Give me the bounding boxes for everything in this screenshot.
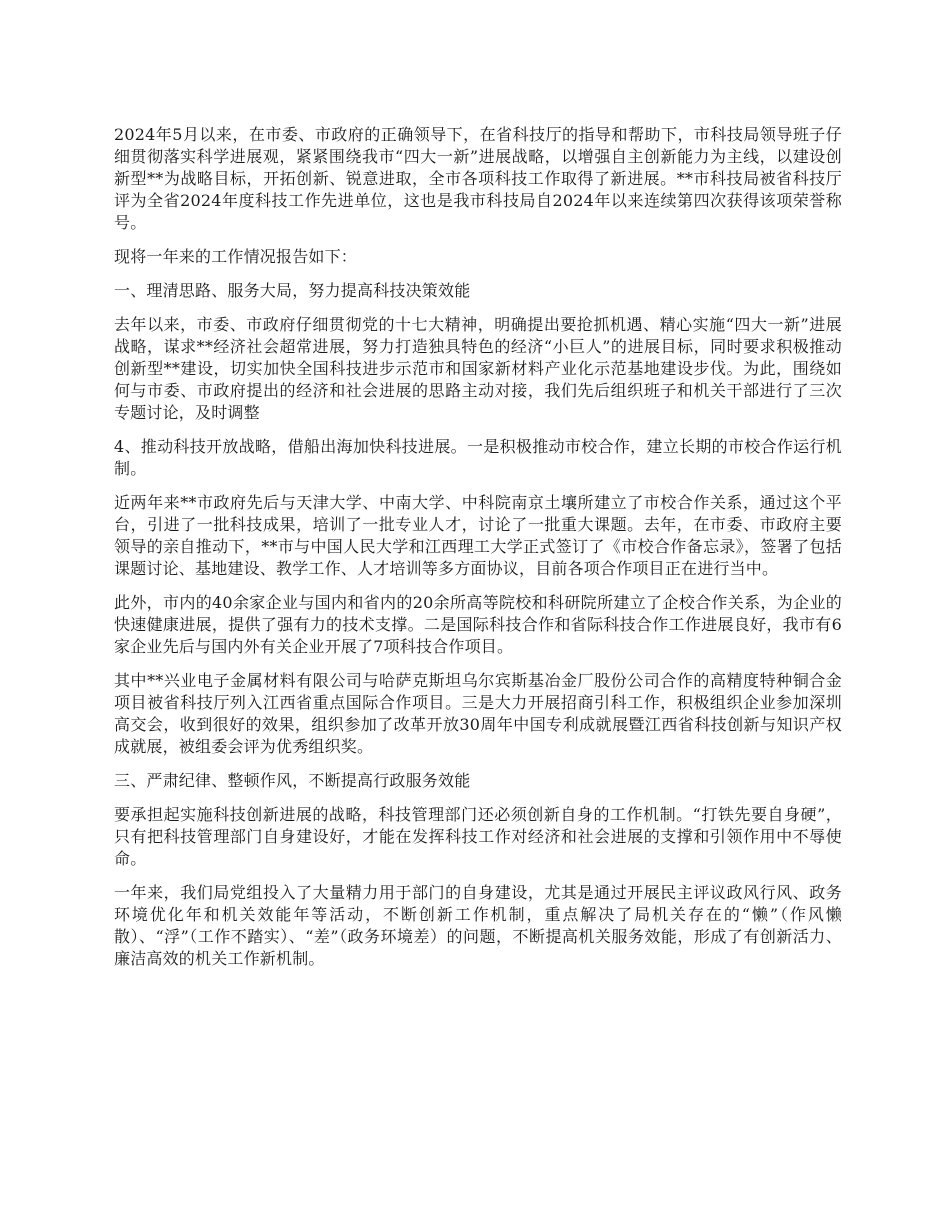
- paragraph-intro: 2024年5月以来，在市委、市政府的正确领导下，在省科技厅的指导和帮助下，市科技局领导班子仔细贯彻落实科学进展观，紧紧围绕我市“四大一新”进展战略，以增强自主创新能力为主线，以建设创新型**为战略目标，开拓创新、锐意进取，全市各项科技工作取得了新进展。**市科技局被省科技厅评为全省2024年度科技工作先进单位，这也是我市科技局自2024年以来连续第四次获得该项荣誉称号。: [114, 125, 842, 232]
- paragraph-self-building: 一年来，我们局党组投入了大量精力用于部门的自身建设，尤其是通过开展民主评议政风行风、政务环境优化年和机关效能年等活动，不断创新工作机制，重点解决了局机关存在的“懒”（作风懒散）、“浮”（工作不踏实）、“差”（政务环境差）的问题，不断提高机关服务效能，形成了有创新活力、廉洁高效的机关工作新机制。: [114, 883, 842, 968]
- paragraph-section-1: 去年以来，市委、市政府仔细贯彻党的十七大精神，明确提出要抢抓机遇、精心实施“四大一新”进展战略，谋求**经济社会超常进展，努力打造独具特色的经济“小巨人”的进展目标，同时要求积极推动创新型**建设，切实加快全国科技进步示范市和国家新材料产业化示范基地建设步伐。为此，围绕如何与市委、市政府提出的经济和社会进展的思路主动对接，我们先后组织班子和机关干部进行了三次专题讨论，及时调整: [114, 315, 842, 422]
- section-heading-3: 三、严肃纪律、整顿作风，不断提高行政服务效能: [114, 771, 471, 790]
- paragraph-international-project: 其中**兴业电子金属材料有限公司与哈萨克斯坦乌尔宾斯基冶金厂股份公司合作的高精度特种铜合金项目被省科技厅列入江西省重点国际合作项目。三是大力开展招商引科工作，积极组织企业参加深圳高交会，收到很好的效果，组织参加了改革开放30周年中国专利成就展暨江西省科技创新与知识产权成就展，被组委会评为优秀组织奖。: [114, 671, 842, 756]
- document-body: [114, 124, 842, 982]
- paragraph-enterprise-cooperation: 此外，市内的40余家企业与国内和省内的20余所高等院校和科研院所建立了企校合作关系，为企业的快速健康进展，提供了强有力的技术支撑。二是国际科技合作和省际科技合作工作进展良好，我市有6家企业先后与国内外有关企业开展了7项科技合作项目。: [114, 593, 842, 656]
- paragraph-work-mechanism: 要承担起实施科技创新进展的战略，科技管理部门还必须创新自身的工作机制。“打铁先要自身硬”，只有把科技管理部门自身建设好，才能在发挥科技工作对经济和社会进展的支撑和引领作用中不辱使命。: [114, 805, 842, 868]
- paragraph-item-4: 4、推动科技开放战略，借船出海加快科技进展。一是积极推动市校合作，建立长期的市校合作运行机制。: [114, 437, 842, 478]
- paragraph-city-university: 近两年来**市政府先后与天津大学、中南大学、中科院南京土壤所建立了市校合作关系，通过这个平台，引进了一批科技成果，培训了一批专业人才，讨论了一批重大课题。去年，在市委、市政府主要领导的亲自推动下，**市与中国人民大学和江西理工大学正式签订了《市校合作备忘录》，签署了包括课题讨论、基地建设、教学工作、人才培训等多方面协议，目前各项合作项目正在进行当中。: [114, 493, 842, 578]
- paragraph-report-lead: 现将一年来的工作情况报告如下：: [114, 247, 358, 266]
- section-heading-1: 一、理清思路、服务大局，努力提高科技决策效能: [114, 281, 471, 300]
